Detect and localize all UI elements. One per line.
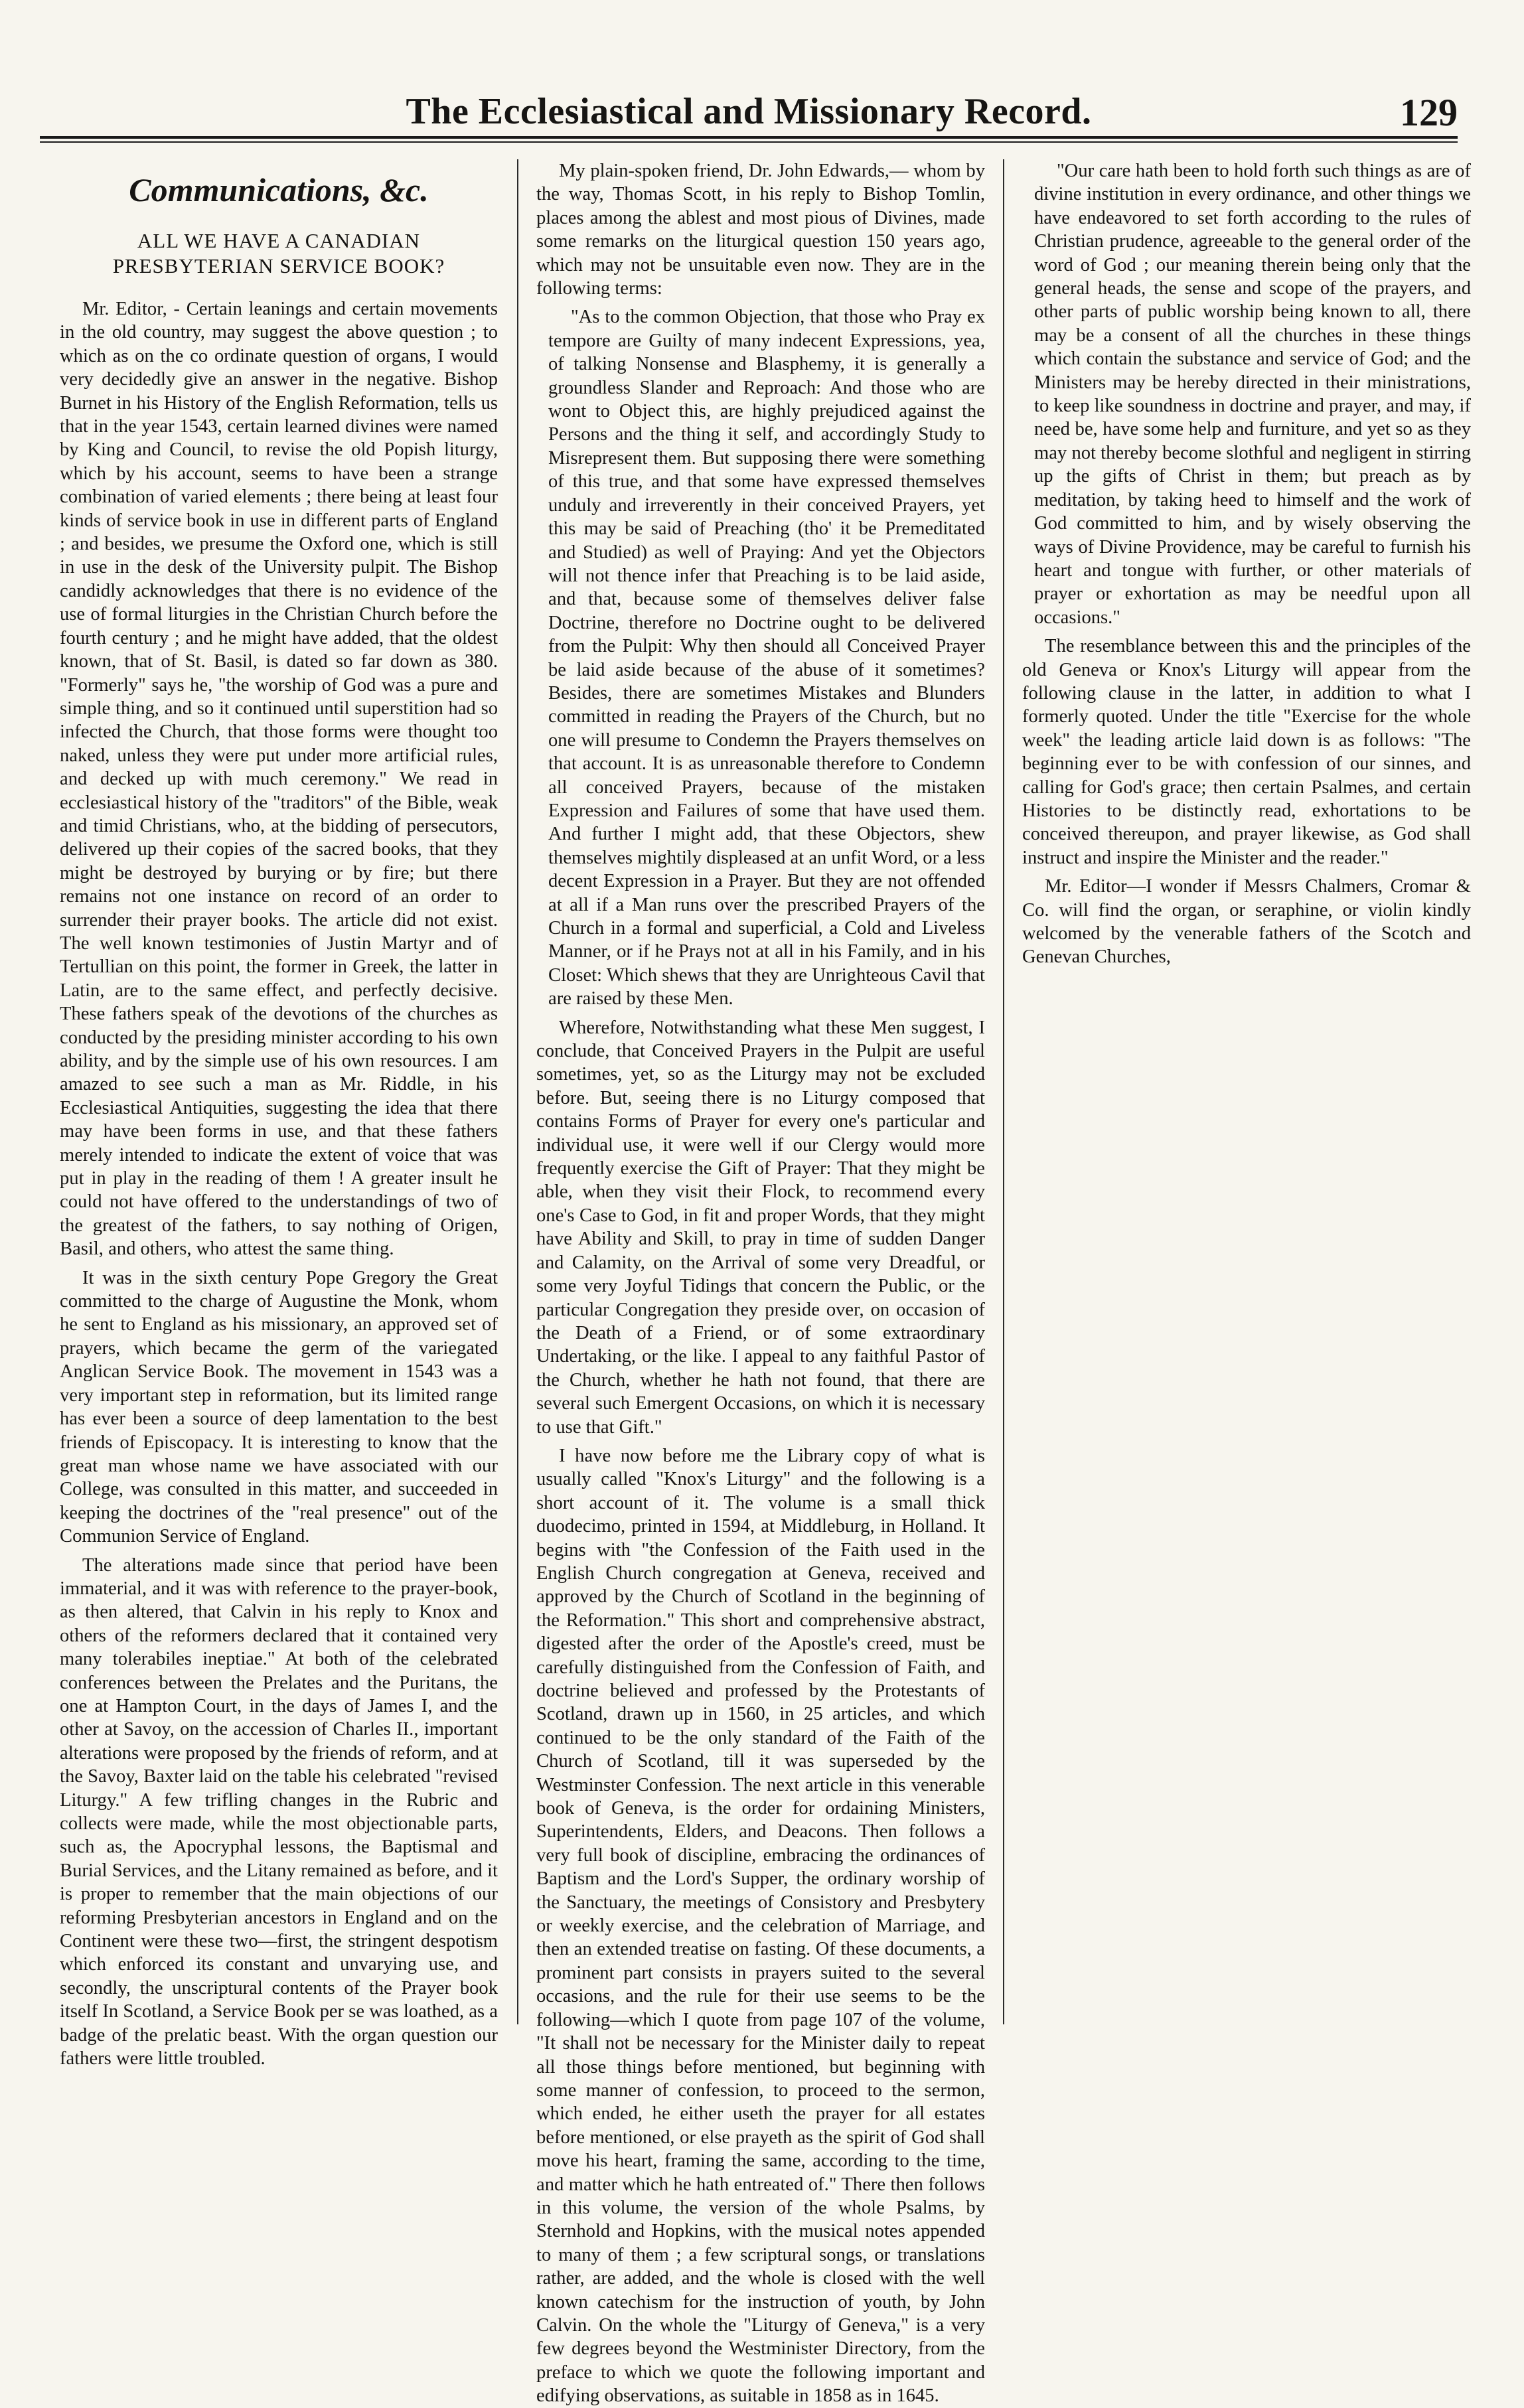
article-title: ALL WE HAVE A CANADIAN PRESBYTERIAN SERVICE BOOK?: [112, 229, 445, 277]
paragraph: Wherefore, Notwithstanding what these Men suggest, I conclude, that Conceived Prayers in the Pulpit are useful sometimes, yet, so as the Liturgy may not be excluded before. But, seeing there is no Liturgy composed that contains Forms of Prayer for every one's particular and individual use, it were well if our Clergy would more frequently exercise the Gift of Prayer: That they might be able, when they visit their Flock, to recommend every one's Case to God, in fit and proper Words, that they might have Ability and Skill, to pray in time of sudden Danger and Calamity, on the Arrival of some very Dreadful, or some very Joyful Tidings that concern the Public, or the particular Congregation they preside over, on occasion of the Death of a Friend, or of some extraordinary Undertaking, or the like. I appeal to any faithful Pastor of the Church, whether he hath not found, that there are several such Emergent Occasions, on which it is necessary to use that Gift.": [536, 1017, 985, 1438]
header-rule: [40, 136, 1458, 139]
running-head: [40, 78, 1458, 134]
column-rule: [1003, 159, 1004, 2024]
section-title: Communications, &c.: [129, 171, 429, 208]
paragraph: I have now before me the Library copy of what is usually called "Knox's Liturgy" and the following is a short account of it. The volume is a small thick duodecimo, printed in 1594, at Middleburg, in Holland. It begins with "the Confession of the Faith used in the English Church congregation at Geneva, received and approved by the Church of Scotland in the beginning of the Reformation." This short and comprehensive abstract, digested after the order of the Apostle's creed, must be carefully distinguished from the Confession of Faith, and doctrine believed and professed by the Protestants of Scotland, drawn up in 1560, in 25 articles, and which continued to be the only standard of the Faith of the Church of Scotland, till it was superseded by the Westminster Confession. The next article in this venerable book of Geneva, is the order for ordaining Ministers, Superintendents, Elders, and Deacons. Then follows a very full book of discipline, embracing the ordinances of Baptism and the Lord's Supper, the ordinary worship of the Sanctuary, the meetings of Consistory and Presbytery or weekly exercise, and the celebration of Marriage, and then an extended treatise on fasting. Of these documents, a prominent part consists in prayers suited to the several occasions, and the rule for their use seems to be the following—which I quote from page 107 of the volume, "It shall not be necessary for the Minister daily to repeat all those things before mentioned, but beginning with some manner of confession, to proceed to the sermon, which ended, he either useth the prayer for all estates before mentioned, or else prayeth as the spirit of God shall move his heart, framing the same, according to the time, and matter which he hath entreated of." There then follows in this volume, the version of the whole Psalms, by Sternhold and Hopkins, with the musical notes appended to many of them ; a few scriptural songs, or translations rather, are added, and the whole is closed with the well known catechism for the instruction of youth, by John Calvin. On the whole the "Liturgy of Geneva," is a very few degrees beyond the Westminister Directory, from the preface to which we quote the following important and edifying observations, as suitable in 1858 as in 1645.: [536, 1445, 985, 2407]
column-2: [536, 159, 985, 2407]
paragraph: The resemblance between this and the principles of the old Geneva or Knox's Liturgy will appear from the following clause in the latter, in addition to what I formerly quoted. Under the title "Exercise for the whole week" the leading article laid down is as follows: "The beginning ever to be with confession of our sinnes, and calling for God's grace; then certain Psalmes, and certain Histories to be distinctly read, exhortations to be conceived thereupon, and prayer likewise, as God shall instruct and inspire the Minister and the reader.": [1022, 636, 1471, 868]
quoted-paragraph: "Our care hath been to hold forth such things as are of divine institution in every ordinance, and other things we have endeavored to set forth according to the rules of Christian prudence, agreeable to the general order of the word of God ; our meaning therein being only that the general heads, the sense and scope of the prayers, and other parts of public worship being known to all, there may be a consent of all the churches in these things which contain the substance and service of God; and the Ministers may be hereby directed in their ministrations, to keep like soundness in doctrine and prayer, and may, if need be, have some help and furniture, and yet so as they may not thereby become slothful and negligent in stirring up the gifts of Christ in them; but preach as by meditation, by taking heed to himself and the work of God committed to him, and by wisely observing the ways of Divine Providence, may be careful to furnish his heart and tongue with further, or other materials of prayer or exhortation as may be needful upon all occasions.": [1034, 161, 1471, 628]
page-number: 129: [1400, 91, 1458, 134]
header-rule-thin: [40, 141, 1458, 143]
column-1: [60, 159, 498, 2069]
quoted-paragraph: "As to the common Objection, that those who Pray ex tempore are Guilty of many indecent Expressions, yea, of talking Nonsense and Blasphemy, it is generally a groundless Slander and Reproach: And those who are wont to Object this, are highly prejudiced against the Persons and the thing it self, and accordingly Study to Misrepresent them. But supposing there were something of this true, and that some have expressed themselves unduly and irreverently in their conceived Prayers, yet this may be said of Preaching (tho' it be Premeditated and Studied) as well of Praying: And yet the Objectors will not thence infer that Preaching is to be laid aside, and that, because some of themselves deliver false Doctrine, therefore no Doctrine ought to be delivered from the Pulpit: Why then should all Conceived Prayer be laid aside because of the abuse of it sometimes? Besides, there are sometimes Mistakes and Blunders committed in reading the Prayers of the Church, but no one will presume to Condemn the Prayers themselves on that account. It is as unreasonable therefore to Condemn all conceived Prayers, because of the mistaken Expression and Failures of some that have used them. And further I might add, that these Objectors, shew themselves mightily displeased at an unfit Word, or a less decent Expression in a Prayer. But they are not offended at all if a Man runs over the prescribed Prayers of the Church in a formal and superficial, a Cold and Liveless Manner, or if he Prays not at all in his Family, and in his Closet: Which shews that they are Unrighteous Cavil that are raised by these Men.: [548, 307, 985, 1010]
paragraph: The alterations made since that period have been immaterial, and it was with reference to the prayer-book, as then altered, that Calvin in his reply to Knox and others of the reformers declared that it contained very many tolerabiles ineptiae." At both of the celebrated conferences between the Prelates and the Puritans, the one at Hampton Court, in the days of James I, and the other at Savoy, on the accession of Charles II., important alterations were proposed by the friends of reform, and at the Savoy, Baxter laid on the table his celebrated "revised Liturgy." A few trifling changes in the Rubric and collects were made, while the most objectionable parts, such as, the Apocryphal lessons, the Baptismal and Burial Services, and the Litany remained as before, and it is proper to remember that the main objections of our reforming Presbyterian ancestors in England and on the Continent were these two—first, the stringent despotism which enforced its constant and unvarying use, and secondly, the unscriptural contents of the Prayer book itself In Scotland, a Service Book per se was loathed, as a badge of the prelatic beast. With the organ question our fathers were little troubled.: [60, 1554, 498, 2069]
journal-title: The Ecclesiastical and Missionary Record.: [406, 91, 1092, 132]
paragraph: Mr. Editor—I wonder if Messrs Chalmers, Cromar & Co. will find the organ, or seraphine, or violin kindly welcomed by the venerable fathers of the Scotch and Genevan Churches,: [1022, 876, 1471, 968]
column-rule: [517, 159, 518, 2024]
paragraph: It was in the sixth century Pope Gregory the Great committed to the charge of Augustine the Monk, whom he sent to England as his missionary, an approved set of prayers, which became the germ of the variegated Anglican Service Book. The movement in 1543 was a very important step in reformation, but its limited range has ever been a source of deep lamentation to the best friends of Episcopacy. It is interesting to know that the great man whose name we have associated with our College, was consulted in this matter, and succeeded in keeping the doctrines of the "real presence" out of the Communion Service of England.: [60, 1267, 498, 1547]
paragraph: Mr. Editor, - Certain leanings and certain movements in the old country, may suggest the above question ; to which as on the co ordinate question of organs, I would very decidedly give an answer in the negative. Bishop Burnet in his History of the English Reformation, tells us that in the year 1543, certain learned divines were named by King and Council, to revise the old Popish liturgy, which by his account, seems to have been a strange combination of varied elements ; there being at least four kinds of service book in use in different parts of England ; and besides, we presume the Oxford one, which is still in use in the desk of the University pulpit. The Bishop candidly acknowledges that there is no evidence of the use of formal liturgies in the Christian Church before the fourth century ; and he might have added, that the oldest known, that of St. Basil, is dated so far down as 380. "Formerly" says he, "the worship of God was a pure and simple thing, and so it continued until superstition had so infected the Church, that those forms were thought too naked, unless they were put under more artificial rules, and decked up with much ceremony." We read in ecclesiastical history of the "traditors" of the Bible, weak and timid Christians, who, at the bidding of persecutors, delivered up their copies of the sacred books, that they might be destroyed by burying or by fire; but there remains not one instance on record of an order to surrender their prayer books. The article did not exist. The well known testimonies of Justin Martyr and of Tertullian on this point, the former in Greek, the latter in Latin, are to the same effect, and perfectly decisive. These fathers speak of the devotions of the churches as conducted by the presiding minister according to his own ability, and by the simple use of his own resources. I am amazed to see such a man as Mr. Riddle, in his Ecclesiastical Antiquities, suggesting the idea that there may have been forms in use, and that these fathers merely intended to indicate the extent of voice that was put in play in the reading of them ! A greater insult he could not have offered to the understandings of two of the greatest of the fathers, to say nothing of Origen, Basil, and others, who attest the same thing.: [60, 299, 498, 1260]
column-3: [1022, 159, 1471, 2024]
paragraph: My plain-spoken friend, Dr. John Edwards,— whom by the way, Thomas Scott, in his reply to Bishop Tomlin, places among the ablest and most pious of Divines, made some remarks on the liturgical question 150 years ago, which may not be unsuitable even now. They are in the following terms:: [536, 161, 985, 299]
